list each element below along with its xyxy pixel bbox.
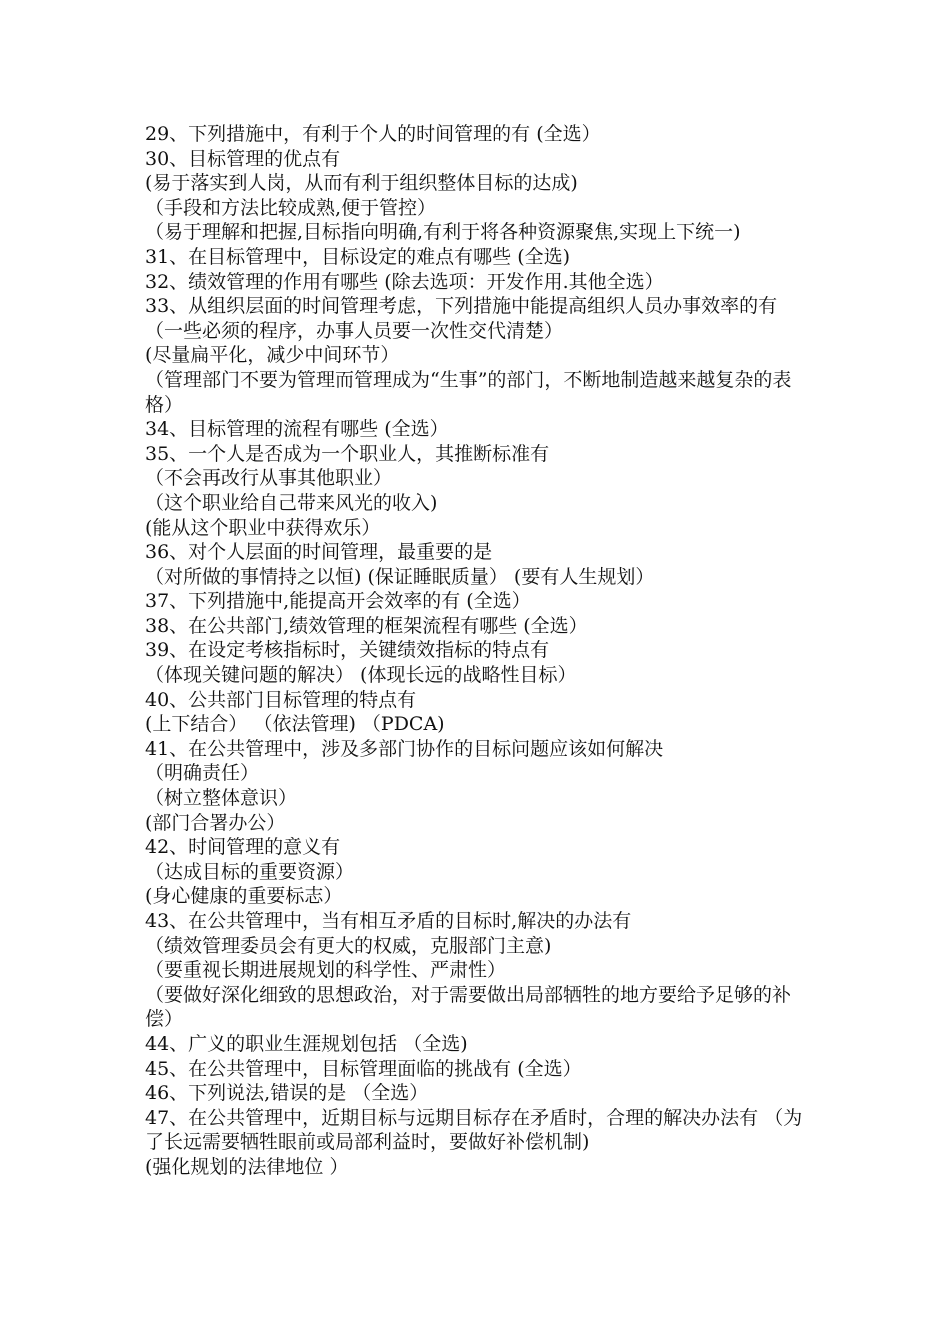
q36-answers: （对所做的事情持之以恒) (保证睡眠质量） (要有人生规划）	[145, 565, 655, 588]
q43-answer-1: （绩效管理委员会有更大的权威，克服部门主意)	[145, 934, 552, 957]
q39-answers: （体现关键问题的解决） (体现长远的战略性目标）	[145, 664, 577, 687]
q35-answer-1: （不会再改行从事其他职业）	[145, 467, 393, 490]
q43: 43、在公共管理中，当有相互矛盾的目标时,解决的办法有	[145, 910, 632, 932]
q47: 47、在公共管理中，近期目标与远期目标存在矛盾时，合理的解决办法有 （为了长远需要牺牲眼前或局部利益时，要做好补偿机制)	[145, 1106, 803, 1154]
q29: 29、下列措施中，有利于个人的时间管理的有 (全选）	[145, 123, 601, 145]
q30: 30、目标管理的优点有	[145, 147, 341, 170]
q41-answer-3: (部门合署办公）	[145, 811, 286, 834]
document-body	[145, 122, 810, 1180]
q33: 33、从组织层面的时间管理考虑，下列措施中能提高组织人员办事效率的有 （一些必须的程序，办事人员要一次性交代清楚）	[145, 295, 784, 342]
q34: 34、目标管理的流程有哪些 (全选）	[145, 418, 449, 441]
q40-answers: (上下结合） （依法管理) （PDCA)	[145, 713, 445, 736]
q40: 40、公共部门目标管理的特点有	[145, 688, 417, 711]
q46: 46、下列说法,错误的是 （全选）	[145, 1082, 429, 1105]
q33-answer-2: (尽量扁平化，减少中间环节）	[145, 344, 400, 367]
q37: 37、下列措施中,能提高开会效率的有 (全选）	[145, 590, 531, 613]
q35: 35、一个人是否成为一个职业人，其推断标准有	[145, 442, 550, 465]
q36: 36、对个人层面的时间管理，最重要的是	[145, 541, 493, 564]
q32: 32、绩效管理的作用有哪些 (除去选项：开发作用.其他全选）	[145, 270, 664, 293]
q30-answer-1: (易于落实到人岗，从而有利于组织整体目标的达成)	[145, 172, 578, 195]
q39: 39、在设定考核指标时，关键绩效指标的特点有	[145, 639, 550, 662]
q45: 45、在公共管理中，目标管理面临的挑战有 (全选）	[145, 1057, 582, 1080]
q30-answer-3: （易于理解和把握,目标指向明确,有利于将各种资源聚焦,实现上下统一)	[145, 221, 741, 244]
q35-answer-3: (能从这个职业中获得欢乐）	[145, 516, 381, 539]
q31: 31、在目标管理中，目标设定的难点有哪些 (全选)	[145, 245, 571, 268]
q38: 38、在公共部门,绩效管理的框架流程有哪些 (全选）	[145, 614, 588, 637]
q44: 44、广义的职业生涯规划包括 （全选)	[145, 1032, 468, 1055]
q43-answer-2: （要重视长期进展规划的科学性、严肃性）	[145, 959, 507, 982]
q35-answer-2: （这个职业给自己带来风光的收入)	[145, 491, 438, 514]
q47-answer-2: (强化规划的法律地位 ）	[145, 1155, 349, 1178]
q41-answer-2: （树立整体意识）	[145, 787, 298, 810]
q30-answer-2: （手段和方法比较成熟,便于管控）	[145, 196, 437, 219]
q42-answer-2: (身心健康的重要标志）	[145, 885, 343, 908]
q41-answer-1: （明确责任）	[145, 762, 260, 785]
q42-answer-1: （达成目标的重要资源）	[145, 860, 355, 883]
q33-answer-3: （管理部门不要为管理而管理成为“生事”的部门，不断地制造越来越复杂的表格）	[145, 368, 792, 416]
q43-answer-3: （要做好深化细致的思想政治，对于需要做出局部牺牲的地方要给予足够的补偿）	[145, 983, 792, 1031]
q41: 41、在公共管理中，涉及多部门协作的目标问题应该如何解决	[145, 737, 664, 760]
q42: 42、时间管理的意义有	[145, 836, 341, 859]
